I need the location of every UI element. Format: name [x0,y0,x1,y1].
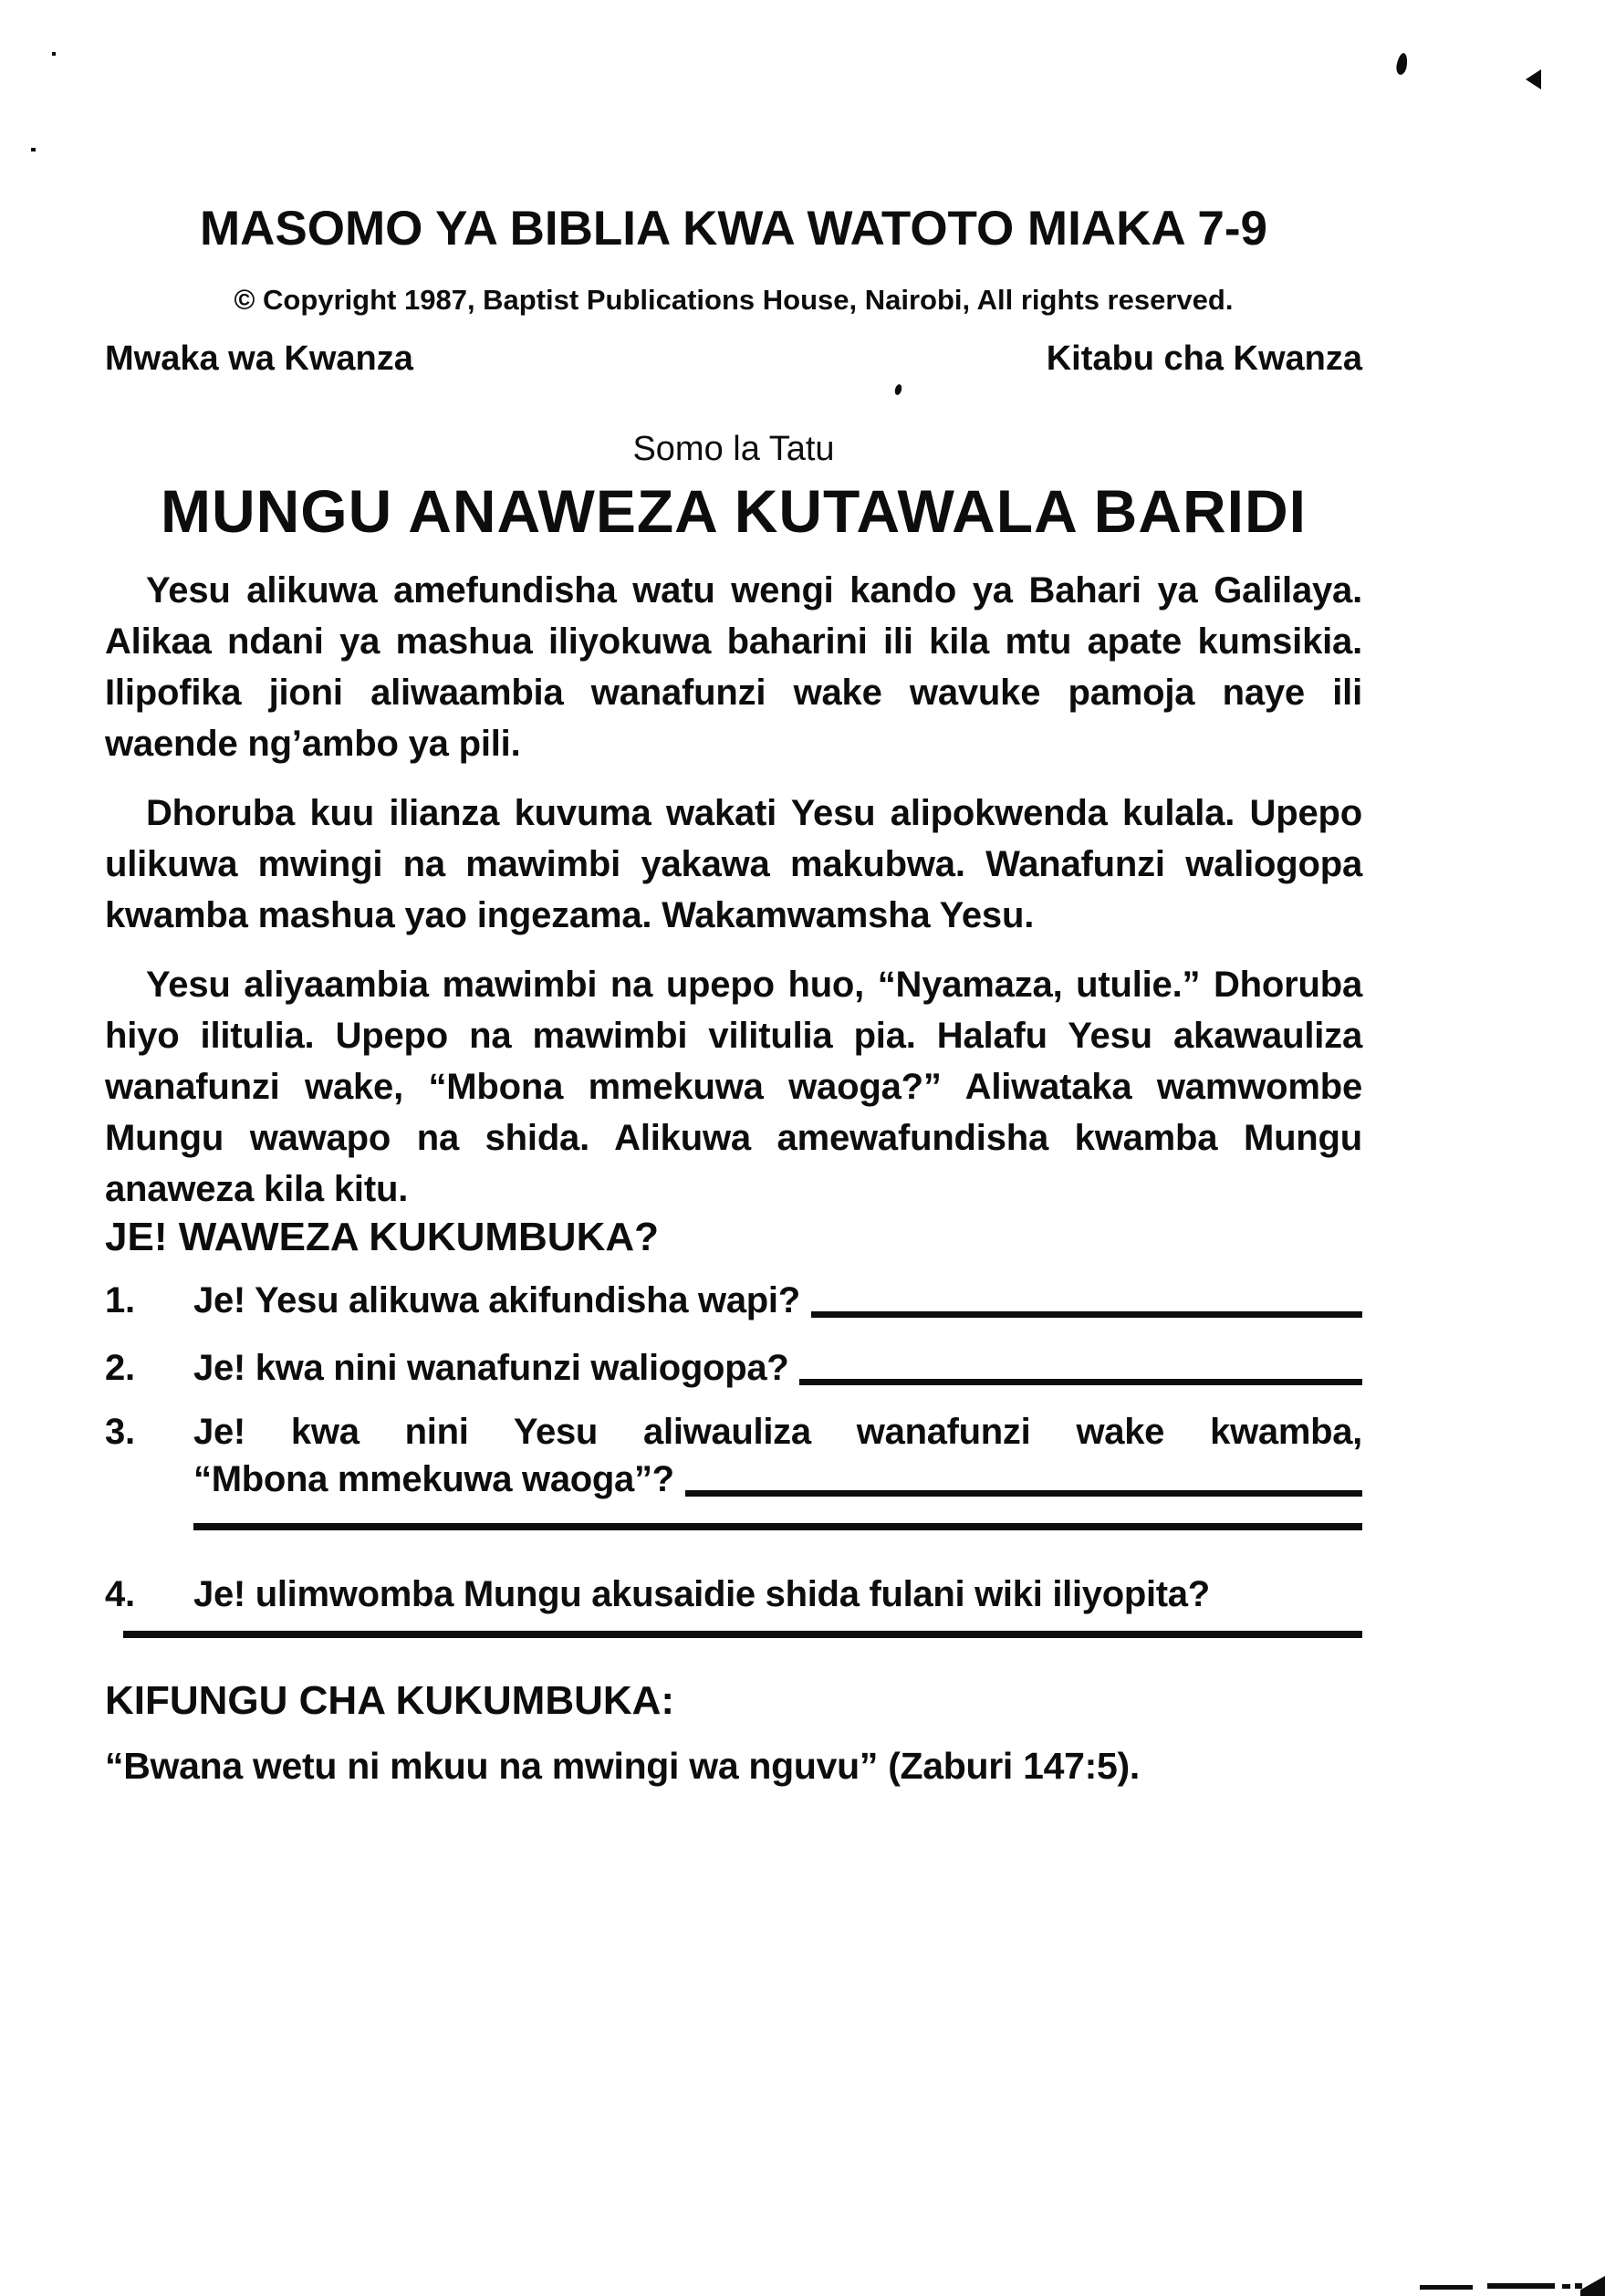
story-paragraph: Dhoruba kuu ilianza kuvuma wakati Yesu alipokwenda kulala. Upepo ulikuwa mwingi na mawimbi yakawa makubwa. Wanafunzi waliogopa kwamba mashua yao ingezama. Wakamwamsha Yesu. [105,793,1362,935]
page-edge-scan-artifact [1487,2283,1555,2289]
page-edge-scan-artifact [1580,2276,1605,2296]
lesson-title: MUNGU ANAWEZA KUTAWALA BARIDI [161,477,1307,545]
answer-blank-line [193,1523,1362,1530]
ink-speck [52,52,56,56]
story-paragraph: Yesu alikuwa amefundisha watu wengi kando ya Bahari ya Galilaya. Alikaa ndani ya mashua iliyokuwa baharini ili kila mtu apate kumsikia. Ilipofika jioni aliwaambia wanafunzi wake wavuke pamoja naye ili waende ng’ambo ya pili. [105,570,1362,764]
question-item [105,1571,1362,1638]
question-line [193,1344,1362,1392]
ink-speck [1526,69,1541,89]
page-edge-scan-artifact [1420,2285,1473,2290]
question-line [193,1456,1362,1503]
story-paragraph: Yesu aliyaambia mawimbi na upepo huo, “Nyamaza, utulie.” Dhoruba hiyo ilitulia. Upepo na mawimbi vilitulia pia. Halafu Yesu akawauliza wanafunzi wake, “Mbona mmekuwa waoga?” Aliwataka wamwombe Mungu wawapo na shida. Alikuwa amewafundisha kwamba Mungu anaweza kila kitu. [105,965,1362,1209]
edition-row [105,339,1362,379]
question-item [105,1277,1362,1324]
answer-blank-line [811,1311,1362,1318]
worksheet-header [105,203,1362,543]
question-text: Je! kwa nini Yesu aliwauliza wanafunzi wake kwamba, [193,1412,1362,1452]
page-edge-scan-artifact [1562,2284,1570,2289]
ink-speck [31,148,36,151]
question-number: 4. [105,1574,135,1614]
memory-verse-text: “Bwana wetu ni mkuu na mwingi wa nguvu” (Zaburi 147:5). [105,1745,1140,1787]
questions-list [105,1277,1362,1638]
answer-blank-line [123,1631,1362,1638]
question-number: 3. [105,1412,135,1452]
copyright-line: © Copyright 1987, Baptist Publications House, Nairobi, All rights reserved. [234,284,1234,316]
question-item [105,1408,1362,1530]
page-content [105,0,1362,1789]
story-section [105,565,1362,1215]
question-text-continued: “Mbona mmekuwa waoga”? [193,1459,674,1499]
edition-year-label: Mwaka wa Kwanza [105,339,413,378]
question-text: Je! Yesu alikuwa akifundisha wapi? [193,1280,800,1320]
questions-heading: JE! WAWEZA KUKUMBUKA? [105,1215,659,1259]
answer-blank-line [799,1379,1362,1385]
question-item [105,1344,1362,1392]
question-text: Je! ulimwomba Mungu akusaidie shida fulani wiki iliyopita? [193,1574,1210,1614]
page-title: MASOMO YA BIBLIA KWA WATOTO MIAKA 7-9 [200,202,1267,256]
memory-verse-heading: KIFUNGU CHA KUKUMBUKA: [105,1678,675,1723]
question-line [193,1277,1362,1324]
question-line [193,1571,1362,1618]
answer-blank-line [685,1490,1362,1497]
question-number: 2. [105,1348,135,1388]
edition-book-label: Kitabu cha Kwanza [1046,339,1362,378]
page-edge-scan-artifact [1575,2283,1582,2289]
question-text: Je! kwa nini wanafunzi waliogopa? [193,1348,789,1388]
lesson-number: Somo la Tatu [632,430,835,468]
ink-speck [1395,52,1409,76]
question-number: 1. [105,1280,135,1320]
